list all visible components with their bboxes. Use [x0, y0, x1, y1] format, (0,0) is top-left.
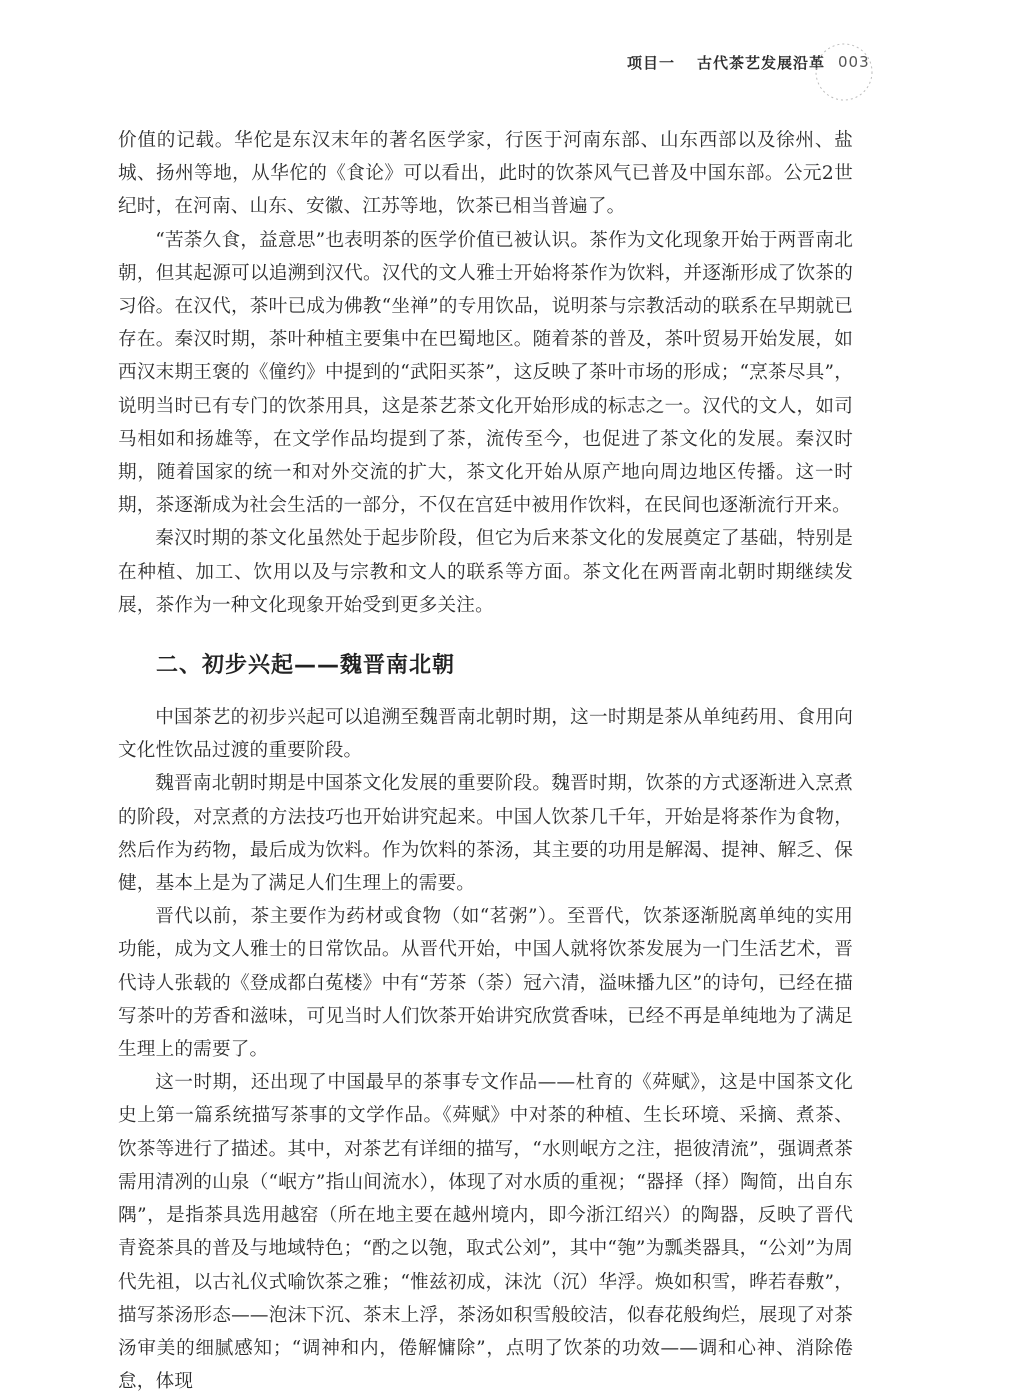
paragraph: 晋代以前，茶主要作为药材或食物（如“茗粥”）。至晋代，饮茶逐渐脱离单纯的实用功能，成为文人雅士的日常饮品。从晋代开始，中国人就将饮茶发展为一门生活艺术，晋代诗人张载的《登成都白菟楼》中有“芳茶（荼）冠六清，溢味播九区”的诗句，已经在描写茶叶的芳香和滋味，可见当时人们饮茶开始讲究欣赏香味，已经不再是单纯地为了满足生理上的需要了。: [118, 906, 853, 1061]
running-header: [0, 52, 1021, 82]
header-chapter: 古代茶艺发展沿革: [696, 54, 825, 72]
header-project: 项目一: [626, 54, 675, 72]
section-heading: 二、初步兴起——魏晋南北朝: [156, 653, 456, 679]
paragraph: 中国茶艺的初步兴起可以追溯至魏晋南北朝时期，这一时期是茶从单纯药用、食用向文化性饮品过渡的重要阶段。: [118, 707, 853, 762]
paragraph: 价值的记载。华佗是东汉末年的著名医学家，行医于河南东部、山东西部以及徐州、盐城、扬州等地，从华佗的《食论》可以看出，此时的饮茶风气已普及中国东部。公元2世纪时，在河南、山东、安徽、江苏等地，饮茶已相当普遍了。: [118, 130, 853, 218]
paragraph: “苦荼久食，益意思”也表明茶的医学价值已被认识。茶作为文化现象开始于两晋南北朝，但其起源可以追溯到汉代。汉代的文人雅士开始将茶作为饮料，并逐渐形成了饮茶的习俗。在汉代，茶叶已成为佛教“坐禅”的专用饮品，说明茶与宗教活动的联系在早期就已存在。秦汉时期，茶叶种植主要集中在巴蜀地区。随着茶的普及，茶叶贸易开始发展，如西汉末期王褒的《僮约》中提到的“武阳买茶”，这反映了茶叶市场的形成；“烹茶尽具”，说明当时已有专门的饮茶用具，这是茶艺茶文化开始形成的标志之一。汉代的文人，如司马相如和扬雄等，在文学作品均提到了茶，流传至今，也促进了茶文化的发展。秦汉时期，随着国家的统一和对外交流的扩大，茶文化开始从原产地向周边地区传播。这一时期，茶逐渐成为社会生活的一部分，不仅在宫廷中被用作饮料，在民间也逐渐流行开来。: [118, 229, 853, 517]
paragraph: 这一时期，还出现了中国最早的茶事专文作品——杜育的《荈赋》，这是中国茶文化史上第一篇系统描写茶事的文学作品。《荈赋》中对茶的种植、生长环境、采摘、煮茶、饮茶等进行了描述。其中，对茶艺有详细的描写，“水则岷方之注，挹彼清流”，强调煮茶需用清冽的山泉（“岷方”指山间流水），体现了对水质的重视；“器择（择）陶简，出自东隅”，是指茶具选用越窑（所在地主要在越州境内，即今浙江绍兴）的陶器，反映了晋代青瓷茶具的普及与地域特色；“酌之以匏，取式公刘”，其中“匏”为瓢类器具，“公刘”为周代先祖，以古礼仪式喻饮茶之雅；“惟兹初成，沫沈（沉）华浮。焕如积雪，晔若春敷”，描写茶汤形态——泡沫下沉、茶末上浮，茶汤如积雪般皎洁，似春花般绚烂，展现了对茶汤审美的细腻感知；“调神和内，倦解慵除”，点明了饮茶的功效——调和心神、消除倦怠，体现: [118, 1072, 853, 1393]
page-body: [118, 124, 853, 1398]
paragraph: 秦汉时期的茶文化虽然处于起步阶段，但它为后来茶文化的发展奠定了基础，特别是在种植、加工、饮用以及与宗教和文人的联系等方面。茶文化在两晋南北朝时期继续发展，茶作为一种文化现象开始受到更多关注。: [118, 528, 853, 616]
page-number-ornament-icon: [812, 40, 876, 104]
page-number: 003: [838, 53, 870, 71]
header-title: [627, 52, 825, 73]
paragraph: 魏晋南北朝时期是中国茶文化发展的重要阶段。魏晋时期，饮茶的方式逐渐进入烹煮的阶段，对烹煮的方法技巧也开始讲究起来。中国人饮茶几千年，开始是将茶作为食物，然后作为药物，最后成为饮料。作为饮料的茶汤，其主要的功用是解渴、提神、解乏、保健，基本上是为了满足人们生理上的需要。: [118, 773, 853, 895]
